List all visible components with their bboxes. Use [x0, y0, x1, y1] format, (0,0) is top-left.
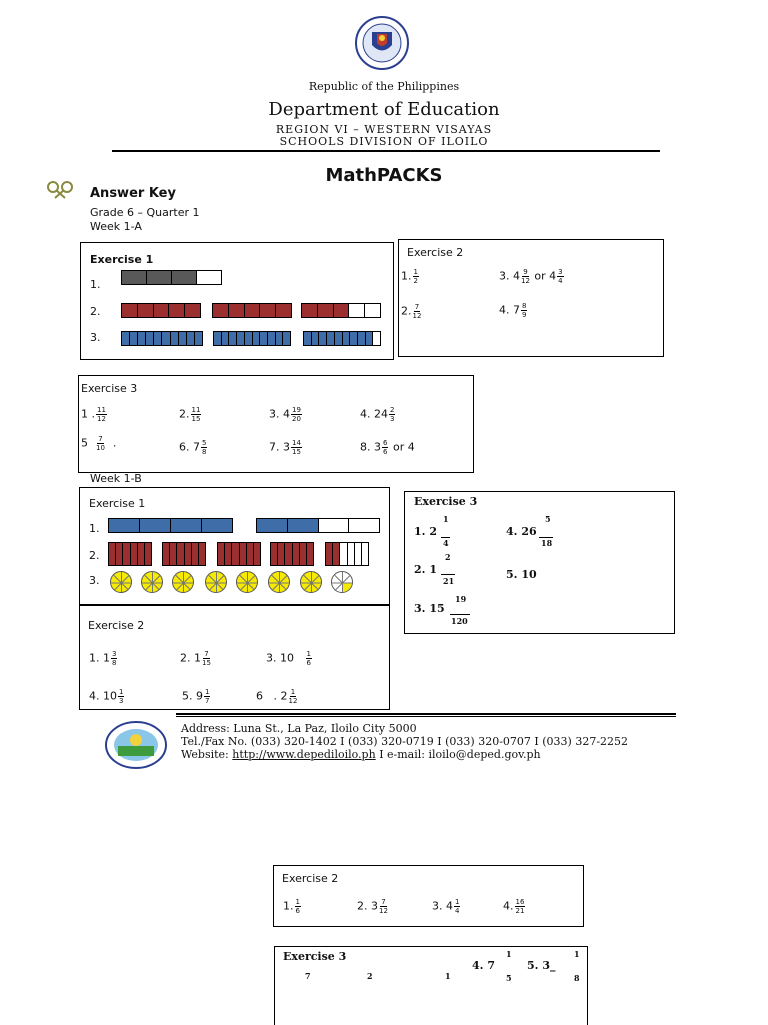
exercise-title: Exercise 1	[89, 497, 146, 510]
answer-5: 5. 3_	[527, 959, 556, 972]
answer-6: 6 . 2 $\frac{1}{12}$	[256, 688, 298, 705]
item-label: 3.	[89, 574, 100, 587]
fraction-circle	[205, 571, 227, 593]
answer-2: 2. $\frac{7}{12}$	[401, 303, 422, 320]
answer-3: 3. 4 $\frac{9}{12}$ or 4 $\frac{3}{4}$	[499, 268, 563, 285]
week-a-label: Week 1-A	[90, 220, 142, 233]
footer-web	[181, 748, 541, 761]
answer-2: 2. $\frac{11}{15}$	[179, 406, 201, 423]
fraction-bar	[217, 542, 261, 566]
denominator: 18	[541, 538, 553, 548]
week-a-exercise-2	[398, 239, 664, 357]
week-b-exercise-3	[404, 491, 675, 634]
answer-5: 5. 10	[506, 568, 537, 581]
answer-3: 3. 4 $\frac{1}{4}$	[432, 898, 460, 915]
week-b-label: Week 1-B	[90, 472, 142, 485]
page2-exercise-2	[273, 865, 584, 927]
numerator: 1	[443, 514, 449, 524]
republic-line: Republic of the Philippines	[308, 80, 460, 93]
exercise-title: Exercise 3	[81, 382, 138, 395]
website-link[interactable]: http://www.depediloilo.ph	[232, 748, 376, 761]
answer-4: 4. 10 $\frac{1}{3}$	[89, 688, 124, 705]
fraction-bar	[301, 303, 381, 318]
fraction-bar	[270, 542, 314, 566]
fragment-digit: 2	[367, 971, 373, 981]
page2-exercise-3	[274, 946, 588, 1025]
answer-4: 4. 7	[472, 959, 495, 972]
page-title: MathPACKS	[325, 165, 443, 186]
denominator: 21	[443, 576, 455, 586]
fraction-bar	[121, 303, 201, 318]
answer-4: 4. 26	[506, 525, 537, 538]
key-icon	[45, 180, 77, 200]
fraction-circle	[141, 571, 163, 593]
item-label: 3.	[90, 331, 101, 344]
fraction-line	[441, 537, 450, 538]
fraction-circle	[300, 571, 322, 593]
fraction-circle	[236, 571, 258, 593]
denominator: 4	[443, 538, 449, 548]
week-a-exercise-1	[80, 242, 394, 360]
answer-4: 4. 7 $\frac{8}{9}$	[499, 302, 527, 319]
exercise-title: Exercise 2	[407, 246, 464, 259]
answer-1: 1. $\frac{1}{6}$	[283, 898, 300, 915]
fraction-bar	[121, 270, 222, 285]
numerator: 5	[545, 514, 551, 524]
fraction-bar	[212, 303, 292, 318]
header-rule	[112, 150, 660, 152]
footer-address: Address: Luna St., La Paz, Iloilo City 5000	[181, 722, 417, 735]
exercise-title: Exercise 3	[283, 950, 347, 963]
denominator: 8	[574, 973, 580, 983]
exercise-title: Exercise 2	[282, 872, 339, 885]
fraction-bar	[108, 542, 152, 566]
week-a-exercise-3	[78, 375, 474, 473]
fraction-circle	[172, 571, 194, 593]
item-label: 1.	[89, 522, 100, 535]
denominator: 120	[451, 616, 468, 626]
answer-2: 2. 3 $\frac{7}{12}$	[357, 898, 388, 915]
division-logo	[104, 720, 168, 770]
website-label: Website:	[181, 748, 229, 761]
answer-3: 3. 4 $\frac{19}{20}$	[269, 406, 301, 423]
fraction-bar	[256, 518, 380, 533]
answer-4: 4. $\frac{16}{21}$	[503, 898, 525, 915]
department-title: Department of Education	[268, 99, 500, 120]
answer-6: 6. 7 $\frac{5}{8}$	[179, 439, 207, 456]
exercise-title: Exercise 3	[414, 495, 478, 508]
fraction-line	[441, 574, 455, 575]
numerator: 19	[455, 594, 467, 604]
deped-seal	[343, 16, 421, 70]
week-b-exercise-1	[79, 487, 390, 605]
answer-key-title: Answer Key	[90, 186, 176, 201]
fragment-digit: 7	[305, 971, 311, 981]
answer-2: 2. 1 $\frac{7}{15}$	[180, 650, 211, 667]
answer-1: 1. $\frac{1}{2}$	[401, 268, 418, 285]
fragment-digit: 1	[445, 971, 451, 981]
fraction-circle	[110, 571, 132, 593]
fraction-bar	[303, 331, 381, 346]
item-label: 2.	[90, 305, 101, 318]
numerator: 2	[445, 552, 451, 562]
region-line: REGION VI – WESTERN VISAYAS	[275, 123, 493, 136]
answer-7: 7. 3 $\frac{14}{15}$	[269, 439, 301, 456]
item-label: 1.	[90, 278, 101, 291]
fraction-bar	[162, 542, 206, 566]
fraction-bar	[121, 331, 203, 346]
numerator: 1	[574, 949, 580, 959]
denominator: 5	[506, 973, 512, 983]
fraction-bar	[108, 518, 233, 533]
item-label: 2.	[89, 549, 100, 562]
numerator: 1	[506, 949, 512, 959]
exercise-title: Exercise 1	[90, 253, 154, 266]
fraction-bar	[213, 331, 291, 346]
footer-rule	[176, 716, 676, 717]
week-b-exercise-2	[79, 605, 390, 710]
fraction-line	[539, 537, 553, 538]
fraction-circle	[268, 571, 290, 593]
answer-5: 5 $\frac{7}{10}$ .	[81, 435, 117, 452]
answer-2: 2. 1	[414, 563, 437, 576]
answer-1: 1. 1 $\frac{3}{8}$	[89, 650, 117, 667]
fraction-circle	[331, 571, 353, 593]
answer-3: 3. 15	[414, 602, 445, 615]
answer-4: 4. 24 $\frac{2}{3}$	[360, 406, 395, 423]
fraction-line	[450, 614, 470, 615]
exercise-title: Exercise 2	[88, 619, 145, 632]
fraction-bar	[325, 542, 369, 566]
grade-line: Grade 6 – Quarter 1	[90, 206, 200, 219]
answer-3: 3. 10 $\frac{1}{6}$	[266, 650, 311, 667]
division-line: SCHOOLS DIVISION OF ILOILO	[279, 135, 489, 148]
answer-5: 5. 9 $\frac{1}{7}$	[182, 688, 210, 705]
answer-1: 1 . $\frac{11}{12}$	[81, 406, 106, 423]
footer-rule	[176, 713, 676, 715]
email-text: I e-mail: iloilo@deped.gov.ph	[379, 748, 541, 761]
answer-8: 8. 3 $\frac{6}{6}$ or 4	[360, 439, 415, 456]
answer-1: 1. 2	[414, 525, 437, 538]
footer-phone: Tel./Fax No. (033) 320-1402 I (033) 320-0719 I (033) 320-0707 I (033) 327-2252	[181, 735, 629, 748]
